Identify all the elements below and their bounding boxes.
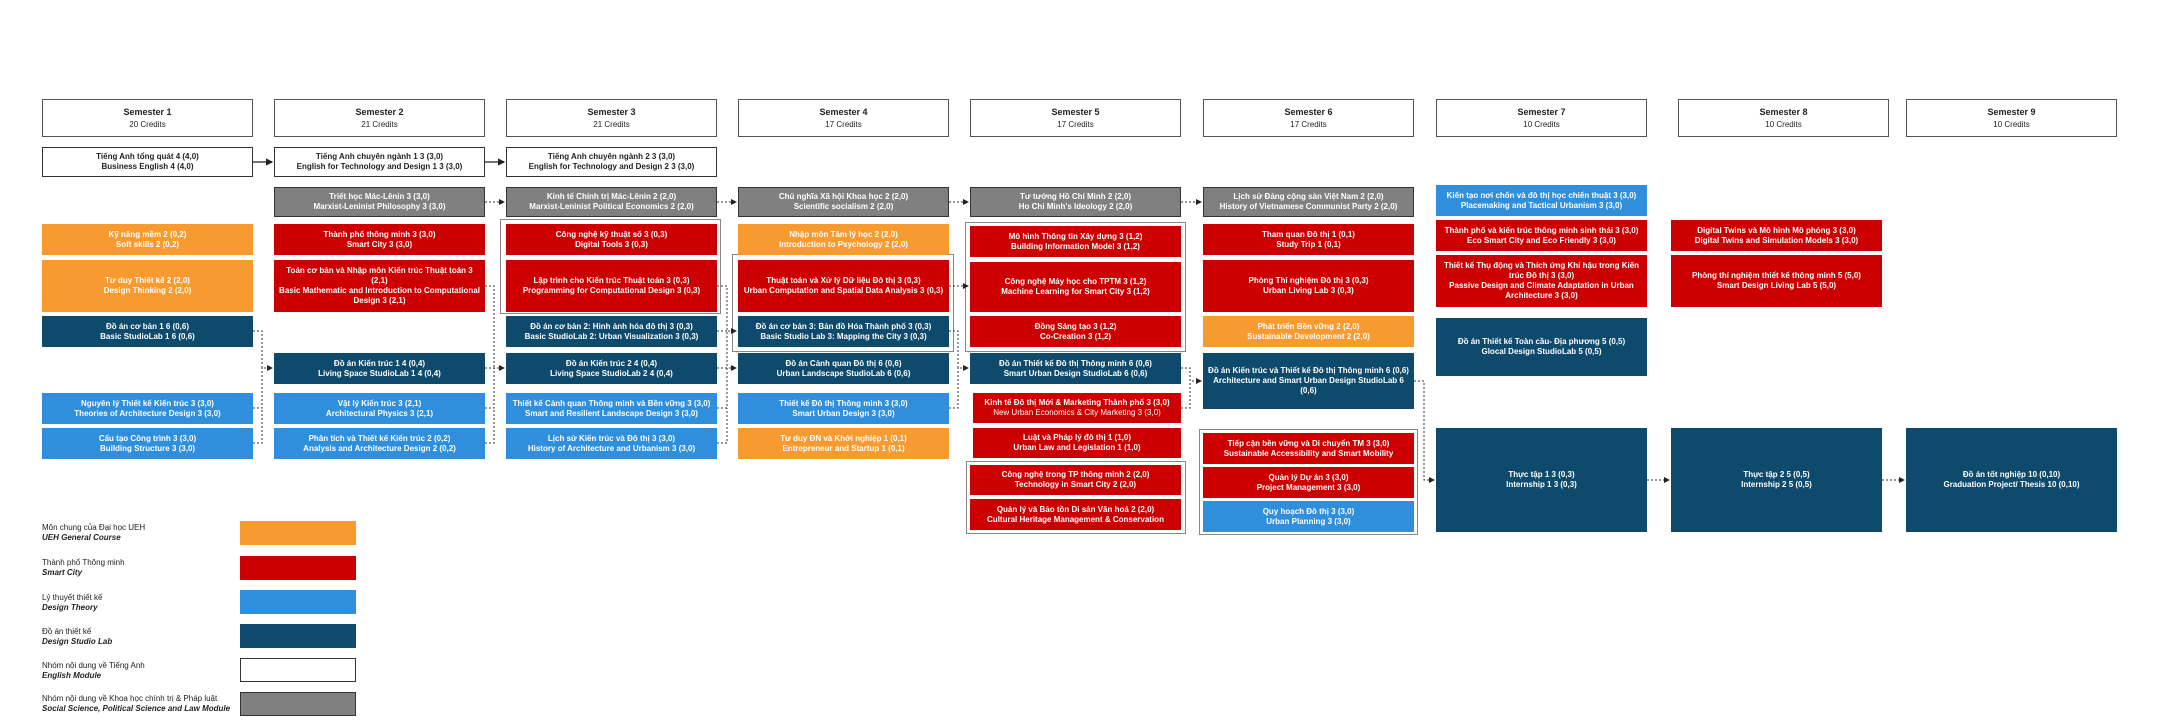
course-name-vi: Digital Twins và Mô hình Mô phỏng 3 (3,0)	[1697, 225, 1856, 235]
course-name-en: Living Space StudioLab 2 4 (0,4)	[550, 368, 673, 378]
course-name-en: Machine Learning for Smart City 3 (1,2)	[1001, 287, 1150, 296]
course-name-en: Smart Urban Design 3 (3,0)	[792, 408, 895, 418]
course-name-en: Introduction to Psychology 2 (2,0)	[779, 239, 908, 249]
semester-credits: 20 Credits	[129, 119, 166, 129]
course-name-en: Eco Smart City and Eco Friendly 3 (3,0)	[1467, 235, 1616, 245]
semester-credits: 17 Credits	[1057, 119, 1094, 129]
legend-label-vi: Nhóm nội dung về Khoa học chính trị & Pháp luật	[42, 694, 218, 703]
course-name-vi: Tư duy ĐN và Khởi nghiệp 1 (0,1)	[780, 433, 907, 443]
course-name-vi: Đồ án cơ bản 1 6 (0,6)	[105, 321, 190, 331]
course-name-en: Sustainable Development 2 (2,0)	[1247, 331, 1370, 341]
connector-dashed	[949, 368, 958, 408]
course-name-vi: Thiết kế Cảnh quan Thông minh và Bền vững 3 (3,0)	[512, 398, 711, 408]
course-name-en: Urban Law and Legislation 1 (1,0)	[1013, 443, 1141, 452]
legend-swatch-ueh	[240, 521, 356, 545]
course-name-en: Soft skills 2 (0,2)	[115, 239, 180, 249]
course-name-vi: Đồ án Kiến trúc 1 4 (0,4)	[333, 358, 426, 368]
legend-label	[42, 694, 230, 714]
course-name-vi: Đồ án Kiến trúc 2 4 (0,4)	[565, 358, 658, 368]
course-name-en: Co-Creation 3 (1,2)	[1039, 331, 1112, 341]
course-name-en: Analysis and Architecture Design 2 (0,2)	[303, 443, 456, 453]
course-name-en: Urban Computation and Spatial Data Analysis 3 (0,3)	[743, 286, 944, 295]
semester-credits: 17 Credits	[1290, 119, 1327, 129]
course-name-en: Basic StudioLab 2: Urban Visualization 3 (0,3)	[524, 331, 699, 341]
semester-title: Semester 5	[1051, 106, 1100, 117]
course-name-en: Digital Tools 3 (0,3)	[575, 239, 648, 249]
course-name-vi: Kinh tế Đô thị Mới & Marketing Thành phố 3 (3,0)	[984, 398, 1170, 407]
semester-title: Semester 8	[1759, 106, 1808, 117]
connector-dashed	[717, 408, 727, 443]
course-name-vi: Đồng Sáng tạo 3 (1,2)	[1034, 321, 1117, 331]
arrow-dashed	[949, 331, 968, 368]
legend-label	[42, 523, 145, 543]
course-name-vi: Cấu tạo Công trình 3 (3,0)	[98, 433, 197, 443]
legend-label-vi: Nhóm nội dung về Tiếng Anh	[42, 661, 145, 670]
course-name-en: Ho Chi Minh's Ideology 2 (2,0)	[1018, 202, 1133, 211]
legend-label	[42, 661, 145, 681]
course-name-vi: Kinh tế Chính trị Mác-Lênin 2 (2,0)	[546, 192, 677, 201]
legend-label-en: Design Theory	[42, 603, 98, 612]
course-name-vi: Công nghệ Máy học cho TPTM 3 (1,2)	[1004, 277, 1147, 286]
course-name-en: Basic Studio Lab 3: Mapping the City 3 (0,3)	[760, 331, 927, 341]
legend-swatch-design-theory	[240, 590, 356, 614]
course-name-en: Urban Landscape StudioLab 6 (0,6)	[776, 368, 911, 378]
course-name-en: Programming for Computational Design 3 (0,3)	[522, 286, 701, 295]
course-name-en: Study Trip 1 (0,1)	[1276, 239, 1341, 249]
course-name-vi: Quản lý Dự án 3 (3,0)	[1268, 472, 1349, 482]
course-name-vi: Phân tích và Thiết kế Kiến trúc 2 (0,2)	[308, 433, 451, 443]
course-name-vi: Đồ án Thiết kế Đô thị Thông minh 6 (0,6)	[999, 358, 1152, 368]
connector-dashed	[253, 408, 262, 443]
course-name-en: Passive Design and Climate Adaptation in Urban Architecture 3 (3,0)	[1449, 281, 1634, 300]
legend-label-vi: Đồ án thiết kế	[42, 627, 92, 636]
connector-dashed	[485, 286, 494, 368]
course-name-en: Project Management 3 (3,0)	[1256, 482, 1361, 492]
semester-title: Semester 2	[355, 106, 404, 117]
course-name-en: Business English 4 (4,0)	[101, 162, 194, 171]
course-name-en: Placemaking and Tactical Urbanism 3 (3,0)	[1460, 200, 1623, 210]
semester-credits: 21 Credits	[361, 119, 398, 129]
legend-swatch-smart-city	[240, 556, 356, 580]
course-name-en: Smart City 3 (3,0)	[346, 239, 413, 249]
course-name-en: Marxist-Leninist Political Economics 2 (2,0)	[529, 202, 694, 211]
course-name-vi: Đồ án tốt nghiệp 10 (0,10)	[1962, 470, 2061, 479]
semester-credits: 10 Credits	[1523, 119, 1560, 129]
course-name-vi: Vật lý Kiến trúc 3 (2,1)	[337, 398, 422, 408]
course-name-en: Smart Urban Design StudioLab 6 (0,6)	[1003, 368, 1148, 378]
course-name-vi: Đồ án cơ bản 2: Hình ảnh hóa đô thị 3 (0,3)	[530, 321, 693, 331]
course-name-en: New Urban Economics & City Marketing 3 (3,0)	[993, 408, 1161, 417]
connector-dashed	[717, 368, 727, 408]
semester-title: Semester 1	[123, 106, 172, 117]
course-name-en: Internship 2 5 (0,5)	[1741, 480, 1812, 489]
semester-title: Semester 6	[1284, 106, 1333, 117]
course-name-vi: Tư duy Thiết kế 2 (2,0)	[105, 276, 190, 285]
course-name-vi: Nguyên lý Thiết kế Kiến trúc 3 (3,0)	[81, 398, 214, 408]
course-name-en: Graduation Project/ Thesis 10 (0,10)	[1943, 480, 2080, 489]
legend-label-vi: Lý thuyết thiết kế	[42, 593, 103, 602]
course-name-vi: Tiếng Anh chuyên ngành 2 3 (3,0)	[547, 152, 676, 161]
semester-title: Semester 9	[1987, 106, 2036, 117]
semester-credits: 10 Credits	[1993, 119, 2030, 129]
course-name-en: Building Structure 3 (3,0)	[99, 443, 196, 453]
connector-dashed	[1181, 381, 1190, 408]
course-name-en: English for Technology and Design 2 3 (3,0)	[528, 162, 695, 171]
course-name-vi: Phòng thí nghiệm thiết kế thông minh 5 (5,0)	[1692, 271, 1861, 280]
course-name-en: Smart and Resilient Landscape Design 3 (3,0)	[525, 408, 698, 418]
course-name-vi: Công nghệ kỹ thuật số 3 (0,3)	[555, 229, 668, 239]
course-name-vi: Triết học Mác-Lênin 3 (3,0)	[329, 192, 430, 201]
semester-title: Semester 7	[1517, 106, 1566, 117]
course-name-en: Digital Twins and Simulation Models 3 (3,0)	[1694, 235, 1859, 245]
course-name-en: Basic StudioLab 1 6 (0,6)	[100, 331, 195, 341]
course-name-en: Basic Mathematic and Introduction to Computational Design 3 (2,1)	[279, 286, 480, 305]
legend-label-vi: Thành phố Thông minh	[42, 558, 125, 567]
legend-label-en: English Module	[42, 671, 102, 680]
course-name-en: Sustainable Accessibility and Smart Mobility	[1223, 448, 1394, 458]
course-name-vi: Thiết kế Thụ động và Thích ứng Khí hậu trong Kiến trúc Đô thị 3 (3,0)	[1443, 261, 1640, 280]
course-name-vi: Quy hoạch Đô thị 3 (3,0)	[1262, 506, 1355, 516]
course-name-vi: Lập trình cho Kiến trúc Thuật toán 3 (0,3)	[533, 276, 690, 285]
course-name-vi: Phát triển Bền vững 2 (2,0)	[1257, 321, 1360, 331]
course-name-en: Scientific socialism 2 (2,0)	[793, 202, 894, 211]
course-name-vi: Thành phố và kiến trúc thông minh sinh thái 3 (3,0)	[1444, 225, 1639, 235]
course-name-en: Urban Planning 3 (3,0)	[1266, 516, 1351, 526]
arrow-dashed	[717, 286, 736, 331]
course-name-vi: Mô hình Thông tin Xây dựng 3 (1,2)	[1008, 231, 1143, 241]
course-name-en: Building Information Model 3 (1,2)	[1011, 241, 1140, 251]
course-name-vi: Đồ án Thiết kế Toàn cầu- Địa phương 5 (0,5)	[1457, 337, 1626, 346]
legend-label-en: Social Science, Political Science and Law Module	[42, 704, 231, 713]
course-name-vi: Chủ nghĩa Xã hội Khoa học 2 (2,0)	[778, 192, 909, 201]
semester-credits: 21 Credits	[593, 119, 630, 129]
course-name-vi: Đồ án cơ bản 3: Bản đồ Hóa Thành phố 3 (0,3)	[755, 321, 932, 331]
course-name-vi: Đồ án Cảnh quan Đô thị 6 (0,6)	[785, 358, 902, 368]
course-name-en: Cultural Heritage Management & Conservation	[987, 514, 1164, 524]
course-name-en: Living Space StudioLab 1 4 (0,4)	[318, 368, 441, 378]
course-name-en: History of Vietnamese Communist Party 2 (2,0)	[1219, 202, 1398, 211]
semester-credits: 10 Credits	[1765, 119, 1802, 129]
course-name-vi: Tư tưởng Hồ Chí Minh 2 (2,0)	[1019, 192, 1132, 201]
semester-title: Semester 3	[587, 106, 636, 117]
semester-credits: 17 Credits	[825, 119, 862, 129]
course-name-vi: Tiếng Anh tổng quát 4 (4,0)	[96, 152, 199, 161]
course-name-vi: Phòng Thí nghiệm Đô thị 3 (0,3)	[1248, 276, 1369, 285]
legend-swatch-english	[240, 658, 356, 682]
course-name-vi: Toán cơ bản và Nhập môn Kiến trúc Thuật toán 3 (2,1)	[286, 266, 473, 285]
course-name-en: Architecture and Smart Urban Design StudioLab 6 (0,6)	[1213, 376, 1404, 395]
course-name-vi: Luật và Pháp lý đô thị 1 (1,0)	[1022, 433, 1132, 442]
semester-title: Semester 4	[819, 106, 868, 117]
course-name-vi: Lịch sử Kiến trúc và Đô thị 3 (3,0)	[547, 433, 676, 443]
connector-dashed	[253, 368, 262, 408]
course-name-vi: Đồ án Kiến trúc và Thiết kế Đô thị Thông minh 6 (0,6)	[1208, 366, 1409, 375]
course-name-vi: Tiếng Anh chuyên ngành 1 3 (3,0)	[315, 152, 444, 161]
course-name-en: Entrepreneur and Startup 1 (0,1)	[782, 443, 905, 453]
legend-label-en: UEH General Course	[42, 533, 121, 542]
arrow-dashed	[1181, 368, 1201, 381]
connector-dashed	[485, 368, 494, 408]
connector-dashed	[485, 408, 494, 443]
course-name-en: Marxist-Leninist Philosophy 3 (3,0)	[313, 202, 446, 211]
course-name-vi: Công nghệ trong TP thông minh 2 (2,0)	[1001, 470, 1150, 479]
course-name-en: Technology in Smart City 2 (2,0)	[1014, 480, 1137, 489]
course-name-vi: Kỹ năng mềm 2 (0,2)	[108, 229, 187, 239]
course-name-vi: Lịch sử Đảng cộng sản Việt Nam 2 (2,0)	[1233, 192, 1384, 201]
legend-label	[42, 627, 112, 647]
connector-dashed	[717, 331, 727, 368]
course-name-en: Architectural Physics 3 (2,1)	[325, 408, 434, 418]
legend-label-vi: Môn chung của Đại học UEH	[42, 523, 146, 532]
course-name-vi: Thành phố thông minh 3 (3,0)	[323, 229, 436, 239]
course-name-en: Internship 1 3 (0,3)	[1506, 480, 1577, 489]
course-name-vi: Tiếp cận bền vững và Di chuyển TM 3 (3,0)	[1227, 438, 1390, 448]
course-name-en: Theories of Architecture Design 3 (3,0)	[74, 408, 221, 418]
course-name-en: Design Thinking 2 (2,0)	[103, 286, 192, 295]
course-name-vi: Thuật toán và Xử lý Dữ liệu Đô thị 3 (0,3)	[766, 276, 921, 285]
course-name-vi: Nhập môn Tâm lý học 2 (2,0)	[789, 229, 898, 239]
course-name-vi: Thực tập 1 3 (0,3)	[1508, 470, 1575, 479]
course-name-en: Glocal Design StudioLab 5 (0,5)	[1481, 347, 1602, 356]
course-name-en: Urban Living Lab 3 (0,3)	[1263, 286, 1354, 295]
course-name-en: History of Architecture and Urbanism 3 (3,0)	[527, 443, 696, 453]
course-name-vi: Tham quan Đô thị 1 (0,1)	[1262, 229, 1355, 239]
legend-label-en: Smart City	[42, 568, 83, 577]
course-name-en: English for Technology and Design 1 3 (3,0)	[296, 162, 463, 171]
legend-swatch-social-science	[240, 692, 356, 716]
course-name-vi: Kiến tạo nơi chốn và đô thị học chiến thuật 3 (3,0)	[1446, 190, 1637, 200]
legend-label	[42, 593, 102, 613]
arrow-dashed	[253, 331, 272, 368]
legend-label-en: Design Studio Lab	[42, 637, 113, 646]
arrow-dashed	[1414, 381, 1434, 480]
course-name-vi: Thiết kế Đô thị Thông minh 3 (3,0)	[779, 398, 908, 408]
course-name-en: Smart Design Living Lab 5 (5,0)	[1716, 281, 1837, 290]
course-name-vi: Thực tập 2 5 (0,5)	[1743, 470, 1810, 479]
legend-label	[42, 558, 125, 578]
legend-swatch-design-studio	[240, 624, 356, 648]
course-name-vi: Quản lý và Bảo tồn Di sản Văn hoá 2 (2,0)	[996, 504, 1155, 514]
